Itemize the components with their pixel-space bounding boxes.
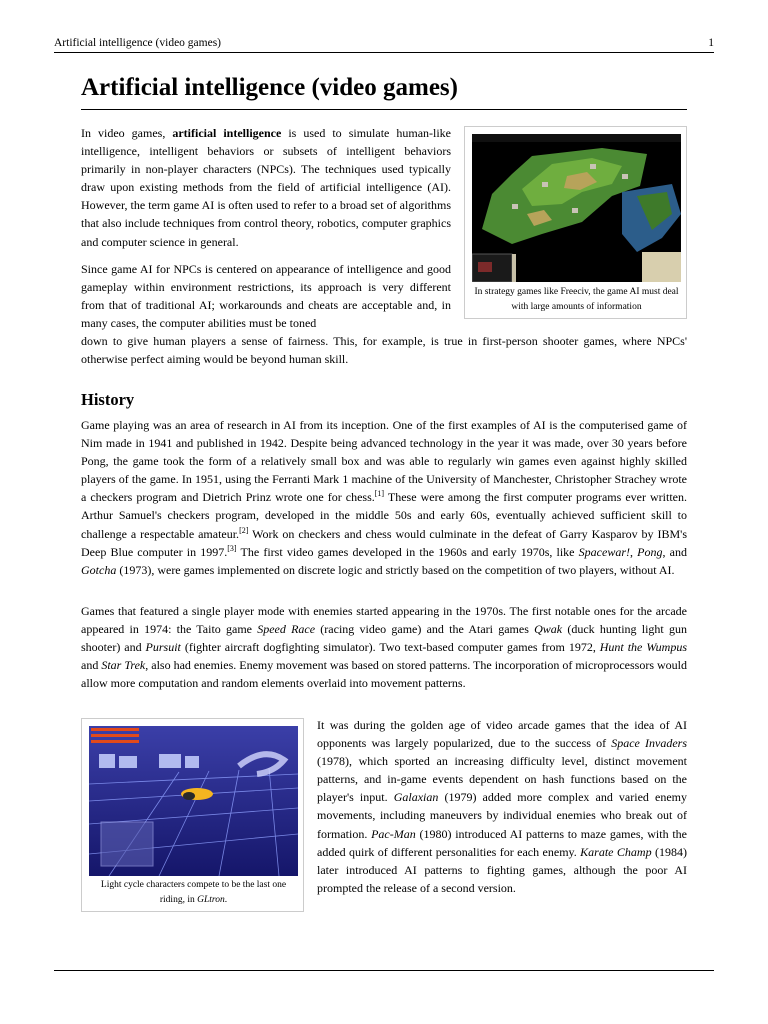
text-span: (duck hunting light gun shooter) and	[81, 622, 687, 655]
gltron-screenshot	[89, 726, 298, 876]
intro-term-bold: artificial intelligence	[172, 126, 282, 140]
history-paragraph-2	[81, 602, 687, 692]
page-number: 1	[708, 37, 714, 49]
text-span: Game playing was an area of research in AI from its inception. One of the first examples of AI is the computerised game of Nim made in 1941 and published in 1942. Despite being advanced technology in the year it was made, over 30 years before Pong, the game took the form of a relatively small box and was able to regularly win games even against highly skilled players of the game. In 1951, using the Ferranti Mark 1 machine of the University of Manchester, Christopher Strachey wrote a checkers program and Dietrich Prinz wrote one for chess.	[81, 418, 687, 505]
intro-paragraph-2-narrow: Since game AI for NPCs is centered on appearance of intelligence and good gameplay within environment restrictions, its approach is very different from that of traditional AI; workarounds and cheats are acceptable and, in many cases, the computer abilities must be toned	[81, 262, 451, 331]
text-span: It was during the golden age of video arcade games that the idea of AI opponents was largely popularized, due to the success of	[317, 718, 687, 751]
caption-text: .	[224, 895, 228, 905]
history-paragraph-3	[317, 716, 687, 897]
game-title-gltron: GLtron	[197, 895, 225, 905]
intro-paragraph-1	[81, 124, 451, 251]
text-span: (1984) later introduced AI patterns to fighting games, although the poor AI prompted the release of a second version.	[317, 844, 687, 895]
game-title-karate-champ: Karate Champ	[580, 844, 652, 859]
intro-text-b: is used to simulate human-like intelligence, intelligent behaviors or subsets of intelligent behaviors primarily in non-player characters (NPCs). The techniques used typically draw upon existing methods from the field of artificial intelligence (AI). However, the term game AI is often used to refer to a broad set of algorithms that also include techniques from control theory, robotics, computer graphics and computer science in general.	[81, 126, 452, 249]
text-span: (racing video game) and the Atari games	[315, 622, 535, 637]
game-title-gotcha: Gotcha	[81, 562, 117, 577]
text-span: (1979) added more complex and varied enemy movements, including maneuvers by individual enemies who break out of formation.	[317, 790, 687, 841]
figure-gltron	[81, 718, 304, 912]
text-span: (1978), which sported an increasing difficulty level, distinct movement patterns, and in-game events dependent on hash functions based on the player's input.	[317, 754, 687, 805]
history-paragraph-1	[81, 416, 687, 579]
figure-gltron-caption	[88, 878, 299, 908]
text-span: These were among the first computer programs ever written. Arthur Samuel's checkers program, developed in the middle 50s and early 60s, eventually achieved sufficient skill to challenge a respectable amateur.	[81, 490, 687, 541]
game-title-pursuit: Pursuit	[145, 640, 181, 655]
text-span: (fighter aircraft dogfighting simulator). Two text-based computer games from 1972,	[180, 640, 600, 655]
game-title-pac-man: Pac-Man	[371, 826, 416, 841]
game-title-spacewar: Spacewar!	[578, 544, 630, 559]
text-span: The first video games developed in the 1960s and early 1970s, like	[236, 544, 579, 559]
text-span: (1973), were games implemented on discrete logic and strictly based on the competition of two players, without AI.	[116, 562, 675, 577]
section-heading-history: History	[81, 390, 135, 409]
reference-3[interactable]: [3]	[227, 543, 237, 553]
reference-1[interactable]: [1]	[374, 489, 385, 499]
game-title-galaxian: Galaxian	[393, 790, 439, 805]
text-span: , and	[662, 544, 687, 559]
running-head-title: Artificial intelligence (video games)	[54, 37, 222, 49]
page-title: Artificial intelligence (video games)	[81, 70, 687, 110]
freeciv-screenshot	[472, 134, 681, 282]
footer-rule	[54, 970, 714, 971]
game-title-star-trek: Star Trek	[101, 658, 146, 673]
reference-2[interactable]: [2]	[239, 525, 249, 535]
text-span: and	[81, 658, 102, 673]
text-span: , also had enemies. Enemy movement was based on stored patterns. The incorporation of microprocessors would allow more computation and random elements overlaid into movement patterns.	[81, 658, 688, 691]
text-span: Games that featured a single player mode with enemies started appearing in the 1970s. The first notable ones for the arcade appeared in 1974: the Taito game	[81, 604, 687, 637]
game-title-speed-race: Speed Race	[257, 622, 316, 637]
intro-text-a: In video games,	[81, 126, 173, 140]
figure-freeciv	[464, 126, 687, 319]
text-span: (1980) introduced AI patterns to maze games, with the added quirk of different personalities for each enemy.	[317, 826, 687, 859]
caption-text: Light cycle characters compete to be the last one riding, in	[100, 880, 287, 905]
text-span: Work on checkers and chess would culminate in the defeat of Garry Kasparov by IBM's Deep Blue computer in 1997.	[81, 526, 687, 559]
intro-paragraph-2-wide: down to give human players a sense of fairness. This, for example, is true in first-person shooter games, where NPCs' otherwise perfect aiming would be beyond human skill.	[81, 334, 687, 367]
game-title-hunt-the-wumpus: Hunt the Wumpus	[599, 640, 687, 655]
text-span: ,	[630, 544, 638, 559]
game-title-space-invaders: Space Invaders	[611, 736, 688, 751]
running-head	[54, 36, 714, 53]
figure-freeciv-caption: In strategy games like Freeciv, the game AI must deal with large amounts of information	[474, 287, 679, 312]
game-title-qwak: Qwak	[534, 622, 563, 637]
game-title-pong: Pong	[637, 544, 663, 559]
